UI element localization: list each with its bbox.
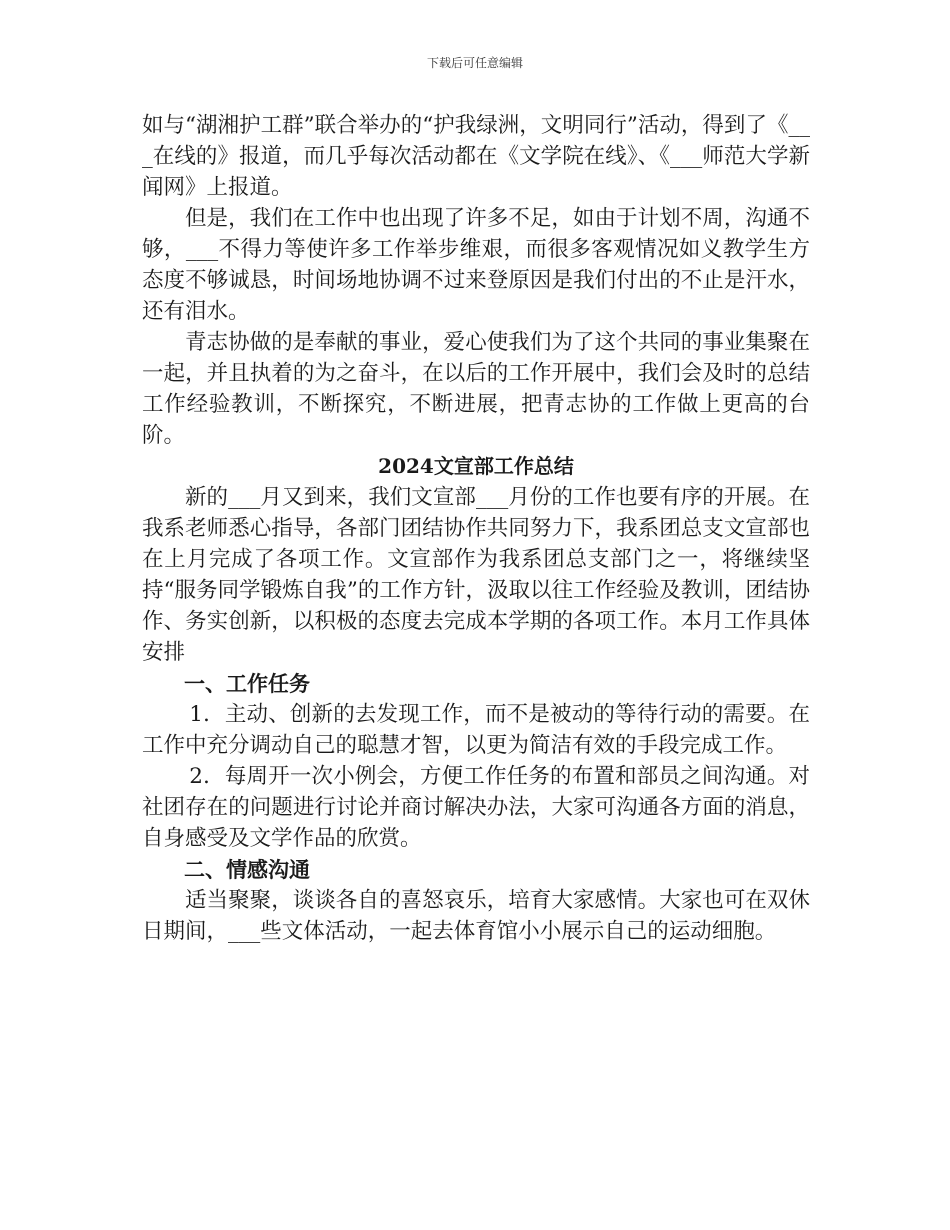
list-item: 2．每周开一次小例会，方便工作任务的布置和部员之间沟通。对社团存在的问题进行讨论并商讨解决办法，大家可沟通各方面的消息，自身感受及文学作品的欣赏。 bbox=[142, 764, 810, 851]
paragraph: 但是，我们在工作中也出现了许多不足，如由于计划不周，沟通不够，___不得力等使许多工作举步维艰，而很多客观情况如义教学生方态度不够诚恳，时间场地协调不过来登原因是我们付出的不止是汗水，还有泪水。 bbox=[142, 206, 810, 324]
section-heading-communication: 二、情感沟通 bbox=[184, 857, 310, 882]
list-item: 1．主动、创新的去发现工作，而不是被动的等待行动的需要。在工作中充分调动自己的聪慧才智，以更为简洁有效的手段完成工作。 bbox=[142, 702, 810, 758]
section-heading-tasks: 一、工作任务 bbox=[184, 671, 310, 696]
paragraph: 如与“湖湘护工群”联合举办的“护我绿洲，文明同行”活动，得到了《___在线的》报道，而几乎每次活动都在《文学院在线》、《___师范大学新闻网》上报道。 bbox=[142, 113, 810, 200]
paragraph: 青志协做的是奉献的事业，爱心使我们为了这个共同的事业集聚在一起，并且执着的为之奋斗，在以后的工作开展中，我们会及时的总结工作经验教训，不断探究，不断进展，把青志协的工作做上更高的台阶。 bbox=[142, 330, 810, 448]
intro-paragraph: 新的___月又到来，我们文宣部___月份的工作也要有序的开展。在我系老师悉心指导，各部门团结协作共同努力下，我系团总支文宣部也在上月完成了各项工作。文宣部作为我系团总支部门之一，将继续坚持“服务同学锻炼自我”的工作方针，汲取以往工作经验及教训，团结协作、务实创新，以积极的态度去完成本学期的各项工作。本月工作具体安排 bbox=[142, 485, 810, 665]
document-title: 2024文宣部工作总结 bbox=[378, 454, 574, 478]
paragraph: 适当聚聚，谈谈各自的喜怒哀乐，培育大家感情。大家也可在双休日期间，___些文体活动，一起去体育馆小小展示自己的运动细胞。 bbox=[142, 888, 810, 944]
document-body bbox=[142, 110, 810, 947]
page-header: 下载后可任意编辑 bbox=[426, 56, 523, 70]
